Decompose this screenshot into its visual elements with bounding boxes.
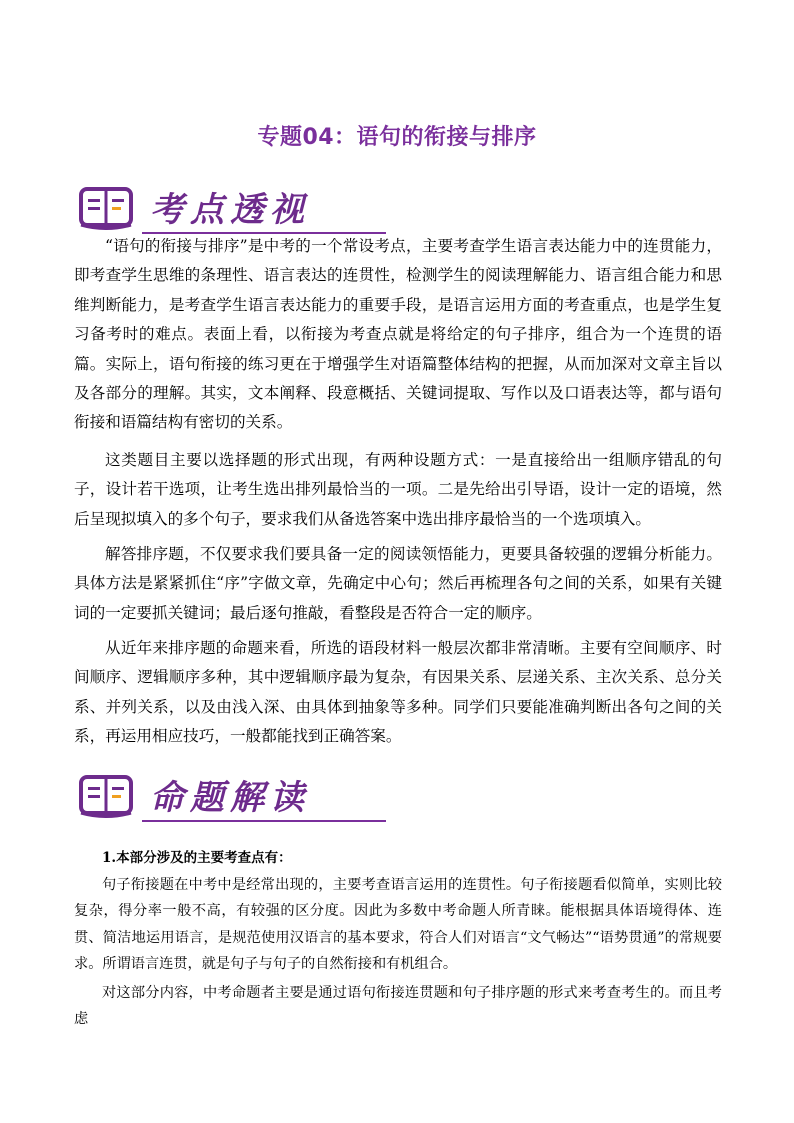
book-icon — [78, 774, 134, 818]
paragraph-3: 解答排序题，不仅要求我们要具备一定的阅读领悟能力，更要具备较强的逻辑分析能力。具体方法是紧紧抓住“序”字做文章，先确定中心句；然后再梳理各句之间的关系，如果有关键词的一定要抓关键词；最后逐句推敲，看整段是否符合一定的顺序。 — [74, 545, 722, 622]
paragraph-4: 从近年来排序题的命题来看，所选的语段材料一般层次都非常清晰。主要有空间顺序、时间顺序、逻辑顺序多种，其中逻辑顺序最为复杂，有因果关系、层递关系、主次关系、总分关系、并列关系，以及由浅入深、由具体到抽象等多种。同学们只要能准确判断出各句之间的关系，再运用相应技巧，一般都能找到正确答案。 — [74, 639, 722, 746]
section-heading-kaodian — [78, 182, 318, 238]
page-title: 专题04：语句的衔接与排序 — [257, 125, 537, 150]
paragraph-2: 这类题目主要以选择题的形式出现，有两种设题方式：一是直接给出一组顺序错乱的句子，设计若干选项，让考生选出排列最恰当的一项。二是先给出引导语，设计一定的语境，然后呈现拟填入的多个句子，要求我们从备选答案中选出排序最恰当的一个选项填入。 — [74, 451, 722, 528]
paragraph-5: 句子衔接题在中考中是经常出现的，主要考查语言运用的连贯性。句子衔接题看似简单，实则比较复杂，得分率一般不高，有较强的区分度。因此为多数中考命题人所青睐。能根据具体语境得体、连贯、简洁地运用语言，是规范使用汉语言的基本要求，符合人们对语言“文气畅达”“语势贯通”的常规要求。所谓语言连贯，就是句子与句子的自然衔接和有机组合。 — [74, 877, 722, 973]
paragraph-1: “语句的衔接与排序”是中考的一个常设考点，主要考查学生语言表达能力中的连贯能力，即考查学生思维的条理性、语言表达的连贯性，检测学生的阅读理解能力、语言组合能力和思维判断能力，是考查学生语言表达能力的重要手段，是语言运用方面的考查重点，也是学生复习备考时的难点。表面上看，以衔接为考查点就是将给定的句子排序，组合为一个连贯的语篇。实际上，语句衔接的练习更在于增强学生对语篇整体结构的把握，从而加深对文章主旨以及各部分的理解。其实，文本阐释、段意概括、关键词提取、写作以及口语表达等，都与语句衔接和语篇结构有密切的关系。 — [74, 237, 722, 432]
paragraph-6: 对这部分内容，中考命题者主要是通过语句衔接连贯题和句子排序题的形式来考查考生的。而且考虑 — [74, 985, 722, 1028]
heading-underline — [142, 820, 386, 822]
book-icon — [78, 186, 134, 230]
section-heading-mingti — [78, 770, 318, 826]
section-heading-text: 命题解读 — [150, 778, 310, 818]
section-heading-text: 考点透视 — [150, 190, 310, 230]
subheading: 1.本部分涉及的主要考查点有： — [102, 850, 292, 866]
